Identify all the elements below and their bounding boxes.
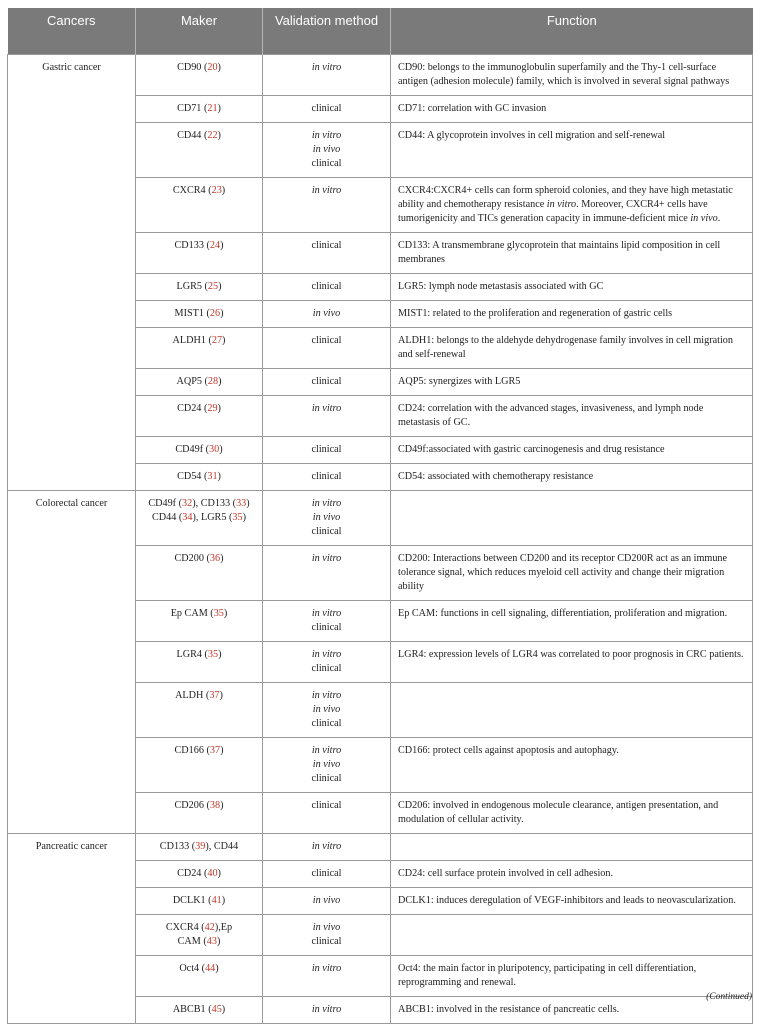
function-cell [391,274,753,301]
validation-method-item: in vitro [311,498,342,509]
validation-method-cell [263,123,391,178]
text-run: . [717,213,721,224]
text-run: ABCB1: involved in the resistance of pancreatic cells. [398,1004,620,1015]
text-run: ) [217,62,221,73]
maker-cell [136,546,263,601]
text-run: ) [219,444,223,455]
validation-method-cell [263,178,391,233]
function-cell [391,956,753,997]
text-run: ) [218,281,222,292]
validation-method-item: in vitro [311,130,342,141]
text-run: CD206 ( [174,800,210,811]
text-run: ALDH1 ( [172,335,212,346]
text-run: CD44: A glycoprotein involves in cell migration and self-renewal [398,130,666,141]
italic-text: in vivo [690,213,718,224]
text-run: LGR4: expression levels of LGR4 was correlated to poor prognosis in CRC patients. [398,649,744,660]
reference-link: 23 [211,185,222,196]
validation-method-item: in vitro [311,185,342,196]
validation-method-item: in vitro [311,1004,342,1015]
table-body [8,55,753,1024]
reference-link: 38 [209,800,221,811]
maker-cell [136,274,263,301]
cancer-cell: Gastric cancer [8,55,136,491]
reference-link: 37 [209,745,221,756]
text-run: CD206: involved in endogenous molecule clearance, antigen presentation, and modulation of cellular activity. [398,800,719,825]
marker-table [7,8,753,1024]
function-cell [391,491,753,546]
function-cell [391,96,753,123]
maker-cell [136,642,263,683]
text-run: LGR5: lymph node metastasis associated with GC [398,281,604,292]
validation-method-cell [263,55,391,96]
validation-method-cell [263,834,391,861]
validation-method-cell [263,738,391,793]
validation-method-cell [263,301,391,328]
text-run: CD200: Interactions between CD200 and its receptor CD200R act as an immune tolerance signal, which reduces myeloid cell activity and change their migration ability [398,553,728,592]
text-run: ) [220,745,224,756]
maker-cell [136,861,263,888]
text-run: CD44 ( [152,512,183,523]
reference-link: 31 [207,471,218,482]
text-run: CD133 ( [159,841,196,852]
validation-method-cell [263,396,391,437]
maker-cell [136,738,263,793]
text-run: CXCR4:CXCR4+ cells can form spheroid colonies, and they have high metastatic ability and chemotherapy resistance [398,185,733,210]
italic-text: in vitro [546,199,577,210]
maker-cell [136,683,263,738]
reference-link: 41 [211,895,222,906]
validation-method-item: clinical [311,663,342,674]
text-run: ), CD44 [205,841,239,852]
function-cell [391,997,753,1024]
text-run: ) [216,936,221,947]
text-run: CD133 ( [174,240,210,251]
text-run: ALDH1: belongs to the aldehyde dehydrogenase family involves in cell migration and self-renewal [398,335,733,360]
text-run: Ep CAM ( [170,608,214,619]
text-run: ) [221,1004,226,1015]
maker-cell [136,956,263,997]
validation-method-item: clinical [311,773,342,784]
function-cell [391,396,753,437]
text-run: ) [217,403,221,414]
text-run: CXCR4 ( [172,185,212,196]
reference-link: 29 [207,403,218,414]
validation-method-cell [263,546,391,601]
cancer-cell: Colorectal cancer [8,491,136,834]
text-run: CD54 ( [177,471,208,482]
header-validation-method: Validation method [263,8,391,55]
maker-cell [136,491,263,546]
maker-cell [136,328,263,369]
text-run: ) [223,608,228,619]
validation-method-item: clinical [311,281,342,292]
validation-method-cell [263,793,391,834]
reference-link: 34 [182,512,193,523]
reference-link: 20 [207,62,218,73]
text-run: CD24 ( [177,868,208,879]
validation-method-cell [263,888,391,915]
maker-cell [136,888,263,915]
validation-method-cell [263,96,391,123]
text-run: ) [219,690,223,701]
text-run: ) [221,895,226,906]
maker-cell [136,793,263,834]
text-run: ) [218,376,222,387]
text-run: AQP5 ( [176,376,208,387]
maker-cell [136,601,263,642]
text-run: ), LGR5 ( [192,512,233,523]
reference-link: 27 [211,335,223,346]
text-run: CD200 ( [174,553,210,564]
reference-link: 24 [209,240,221,251]
function-cell [391,683,753,738]
function-cell [391,738,753,793]
validation-method-cell [263,369,391,396]
text-run: LGR5 ( [176,281,208,292]
text-run: CD133: A transmembrane glycoprotein that maintains lipid composition in cell membranes [398,240,721,265]
text-run: ) [221,185,226,196]
text-run: CD54: associated with chemotherapy resistance [398,471,594,482]
validation-method-cell [263,956,391,997]
text-run: ) [218,649,222,660]
validation-method-cell [263,601,391,642]
reference-link: 36 [209,553,221,564]
function-cell [391,861,753,888]
text-run: ) [217,471,221,482]
function-cell [391,464,753,491]
reference-link: 26 [209,308,221,319]
validation-method-item: clinical [311,335,342,346]
maker-cell [136,369,263,396]
text-run: MIST1 ( [174,308,210,319]
validation-method-item: in vivo [312,922,341,933]
reference-link: 44 [205,963,216,974]
reference-link: 45 [211,1004,222,1015]
maker-cell [136,178,263,233]
text-run: LGR4 ( [176,649,208,660]
text-run: ) [222,335,226,346]
function-cell [391,546,753,601]
function-cell [391,123,753,178]
maker-cell [136,301,263,328]
text-run: ) [220,240,224,251]
text-run: CD166: protect cells against apoptosis and autophagy. [398,745,619,756]
text-run: ) [242,512,246,523]
function-cell [391,793,753,834]
text-run: CD71 ( [177,103,208,114]
text-run: CD44 ( [177,130,208,141]
validation-method-cell [263,274,391,301]
maker-cell [136,915,263,956]
cancer-cell: Pancreatic cancer [8,834,136,1024]
reference-link: 21 [207,103,218,114]
validation-method-item: in vitro [311,649,342,660]
function-cell [391,642,753,683]
continued-note: (Continued) [706,992,752,1002]
text-run: ALDH ( [175,690,210,701]
function-cell [391,601,753,642]
maker-cell [136,396,263,437]
validation-method-item: in vivo [312,512,341,523]
reference-link: 30 [209,444,220,455]
text-run: CAM ( [177,936,207,947]
reference-link: 28 [207,376,219,387]
validation-method-cell [263,915,391,956]
validation-method-item: in vivo [312,895,341,906]
reference-link: 35 [213,608,224,619]
validation-method-item: in vitro [311,608,342,619]
header-cancers: Cancers [8,8,136,55]
validation-method-cell [263,491,391,546]
maker-cell [136,55,263,96]
reference-link: 22 [207,130,218,141]
reference-link: 32 [182,498,193,509]
maker-cell [136,834,263,861]
function-cell [391,301,753,328]
function-cell [391,233,753,274]
text-run: CD71: correlation with GC invasion [398,103,547,114]
validation-method-item: in vitro [311,745,342,756]
function-cell [391,55,753,96]
text-run: Ep CAM: functions in cell signaling, differentiation, proliferation and migration. [398,608,728,619]
function-cell [391,178,753,233]
text-run: ) [220,553,224,564]
reference-link: 35 [232,512,243,523]
validation-method-item: in vivo [312,704,341,715]
validation-method-item: clinical [311,240,342,251]
validation-method-item: in vivo [312,759,341,770]
text-run: CD49f ( [148,498,183,509]
function-cell [391,369,753,396]
text-run: CD24: correlation with the advanced stages, invasiveness, and lymph node metastasis of GC. [398,403,704,428]
header-function: Function [391,8,753,55]
text-run: CD24 ( [177,403,208,414]
reference-link: 37 [209,690,220,701]
validation-method-item: clinical [311,103,342,114]
text-run: ABCB1 ( [172,1004,212,1015]
text-run: ) [220,308,224,319]
function-cell [391,888,753,915]
text-run: CD49f ( [175,444,210,455]
validation-method-cell [263,328,391,369]
maker-cell [136,123,263,178]
reference-link: 35 [207,649,219,660]
text-run: ), CD133 ( [192,498,237,509]
text-run: CXCR4 ( [165,922,205,933]
text-run: ) [217,103,221,114]
table-header-row [8,8,753,55]
text-run: CD90: belongs to the immunoglobulin superfamily and the Thy-1 cell-surface antigen (adhesion molecule) family, which is involved in several signal pathways [398,62,730,87]
text-run: ) [220,800,224,811]
reference-link: 42 [204,922,215,933]
validation-method-item: clinical [311,718,342,729]
validation-method-item: clinical [311,526,342,537]
validation-method-item: clinical [311,471,342,482]
validation-method-cell [263,683,391,738]
text-run: . Moreover, CXCR4+ cells have tumorigenicity and TICs generation capacity in immune-deficient mice [398,199,708,224]
validation-method-item: in vitro [311,553,342,564]
maker-cell [136,464,263,491]
validation-method-cell [263,437,391,464]
validation-method-item: in vitro [311,62,342,73]
validation-method-cell [263,642,391,683]
validation-method-cell [263,464,391,491]
validation-method-item: in vitro [311,841,342,852]
text-run: MIST1: related to the proliferation and regeneration of gastric cells [398,308,673,319]
table-row [8,55,753,96]
maker-cell [136,96,263,123]
text-run: CD24: cell surface protein involved in cell adhesion. [398,868,614,879]
validation-method-item: clinical [311,158,342,169]
function-cell [391,834,753,861]
text-run: AQP5: synergizes with LGR5 [398,376,521,387]
validation-method-item: clinical [311,444,342,455]
validation-method-item: in vitro [311,403,342,414]
validation-method-item: in vivo [312,308,341,319]
table-row [8,834,753,861]
text-run: ) [246,498,250,509]
table-row [8,491,753,546]
maker-cell [136,437,263,464]
reference-link: 33 [236,498,247,509]
validation-method-item: in vitro [311,963,342,974]
text-run: CD49f:associated with gastric carcinogenesis and drug resistance [398,444,665,455]
reference-link: 43 [206,936,217,947]
maker-cell [136,997,263,1024]
reference-link: 40 [207,868,218,879]
maker-cell [136,233,263,274]
validation-method-item: clinical [311,868,342,879]
text-run: CD90 ( [177,62,208,73]
validation-method-item: clinical [311,936,342,947]
text-run: ) [215,963,219,974]
validation-method-cell [263,861,391,888]
text-run: Oct4: the main factor in pluripotency, participating in cell differentiation, reprogramming and renewal. [398,963,697,988]
validation-method-item: clinical [311,376,342,387]
text-run: ),Ep [214,922,233,933]
validation-method-item: in vivo [312,144,341,155]
validation-method-cell [263,233,391,274]
function-cell [391,915,753,956]
text-run: DCLK1 ( [172,895,212,906]
text-run: DCLK1: induces deregulation of VEGF-inhibitors and leads to neovascularization. [398,895,736,906]
text-run: CD166 ( [174,745,210,756]
validation-method-cell [263,997,391,1024]
reference-link: 39 [195,841,206,852]
text-run: ) [217,130,221,141]
validation-method-item: in vitro [311,690,342,701]
header-maker: Maker [136,8,263,55]
reference-link: 25 [207,281,219,292]
function-cell [391,328,753,369]
text-run: ) [217,868,221,879]
function-cell [391,437,753,464]
validation-method-item: clinical [311,800,342,811]
validation-method-item: clinical [311,622,342,633]
text-run: Oct4 ( [179,963,206,974]
